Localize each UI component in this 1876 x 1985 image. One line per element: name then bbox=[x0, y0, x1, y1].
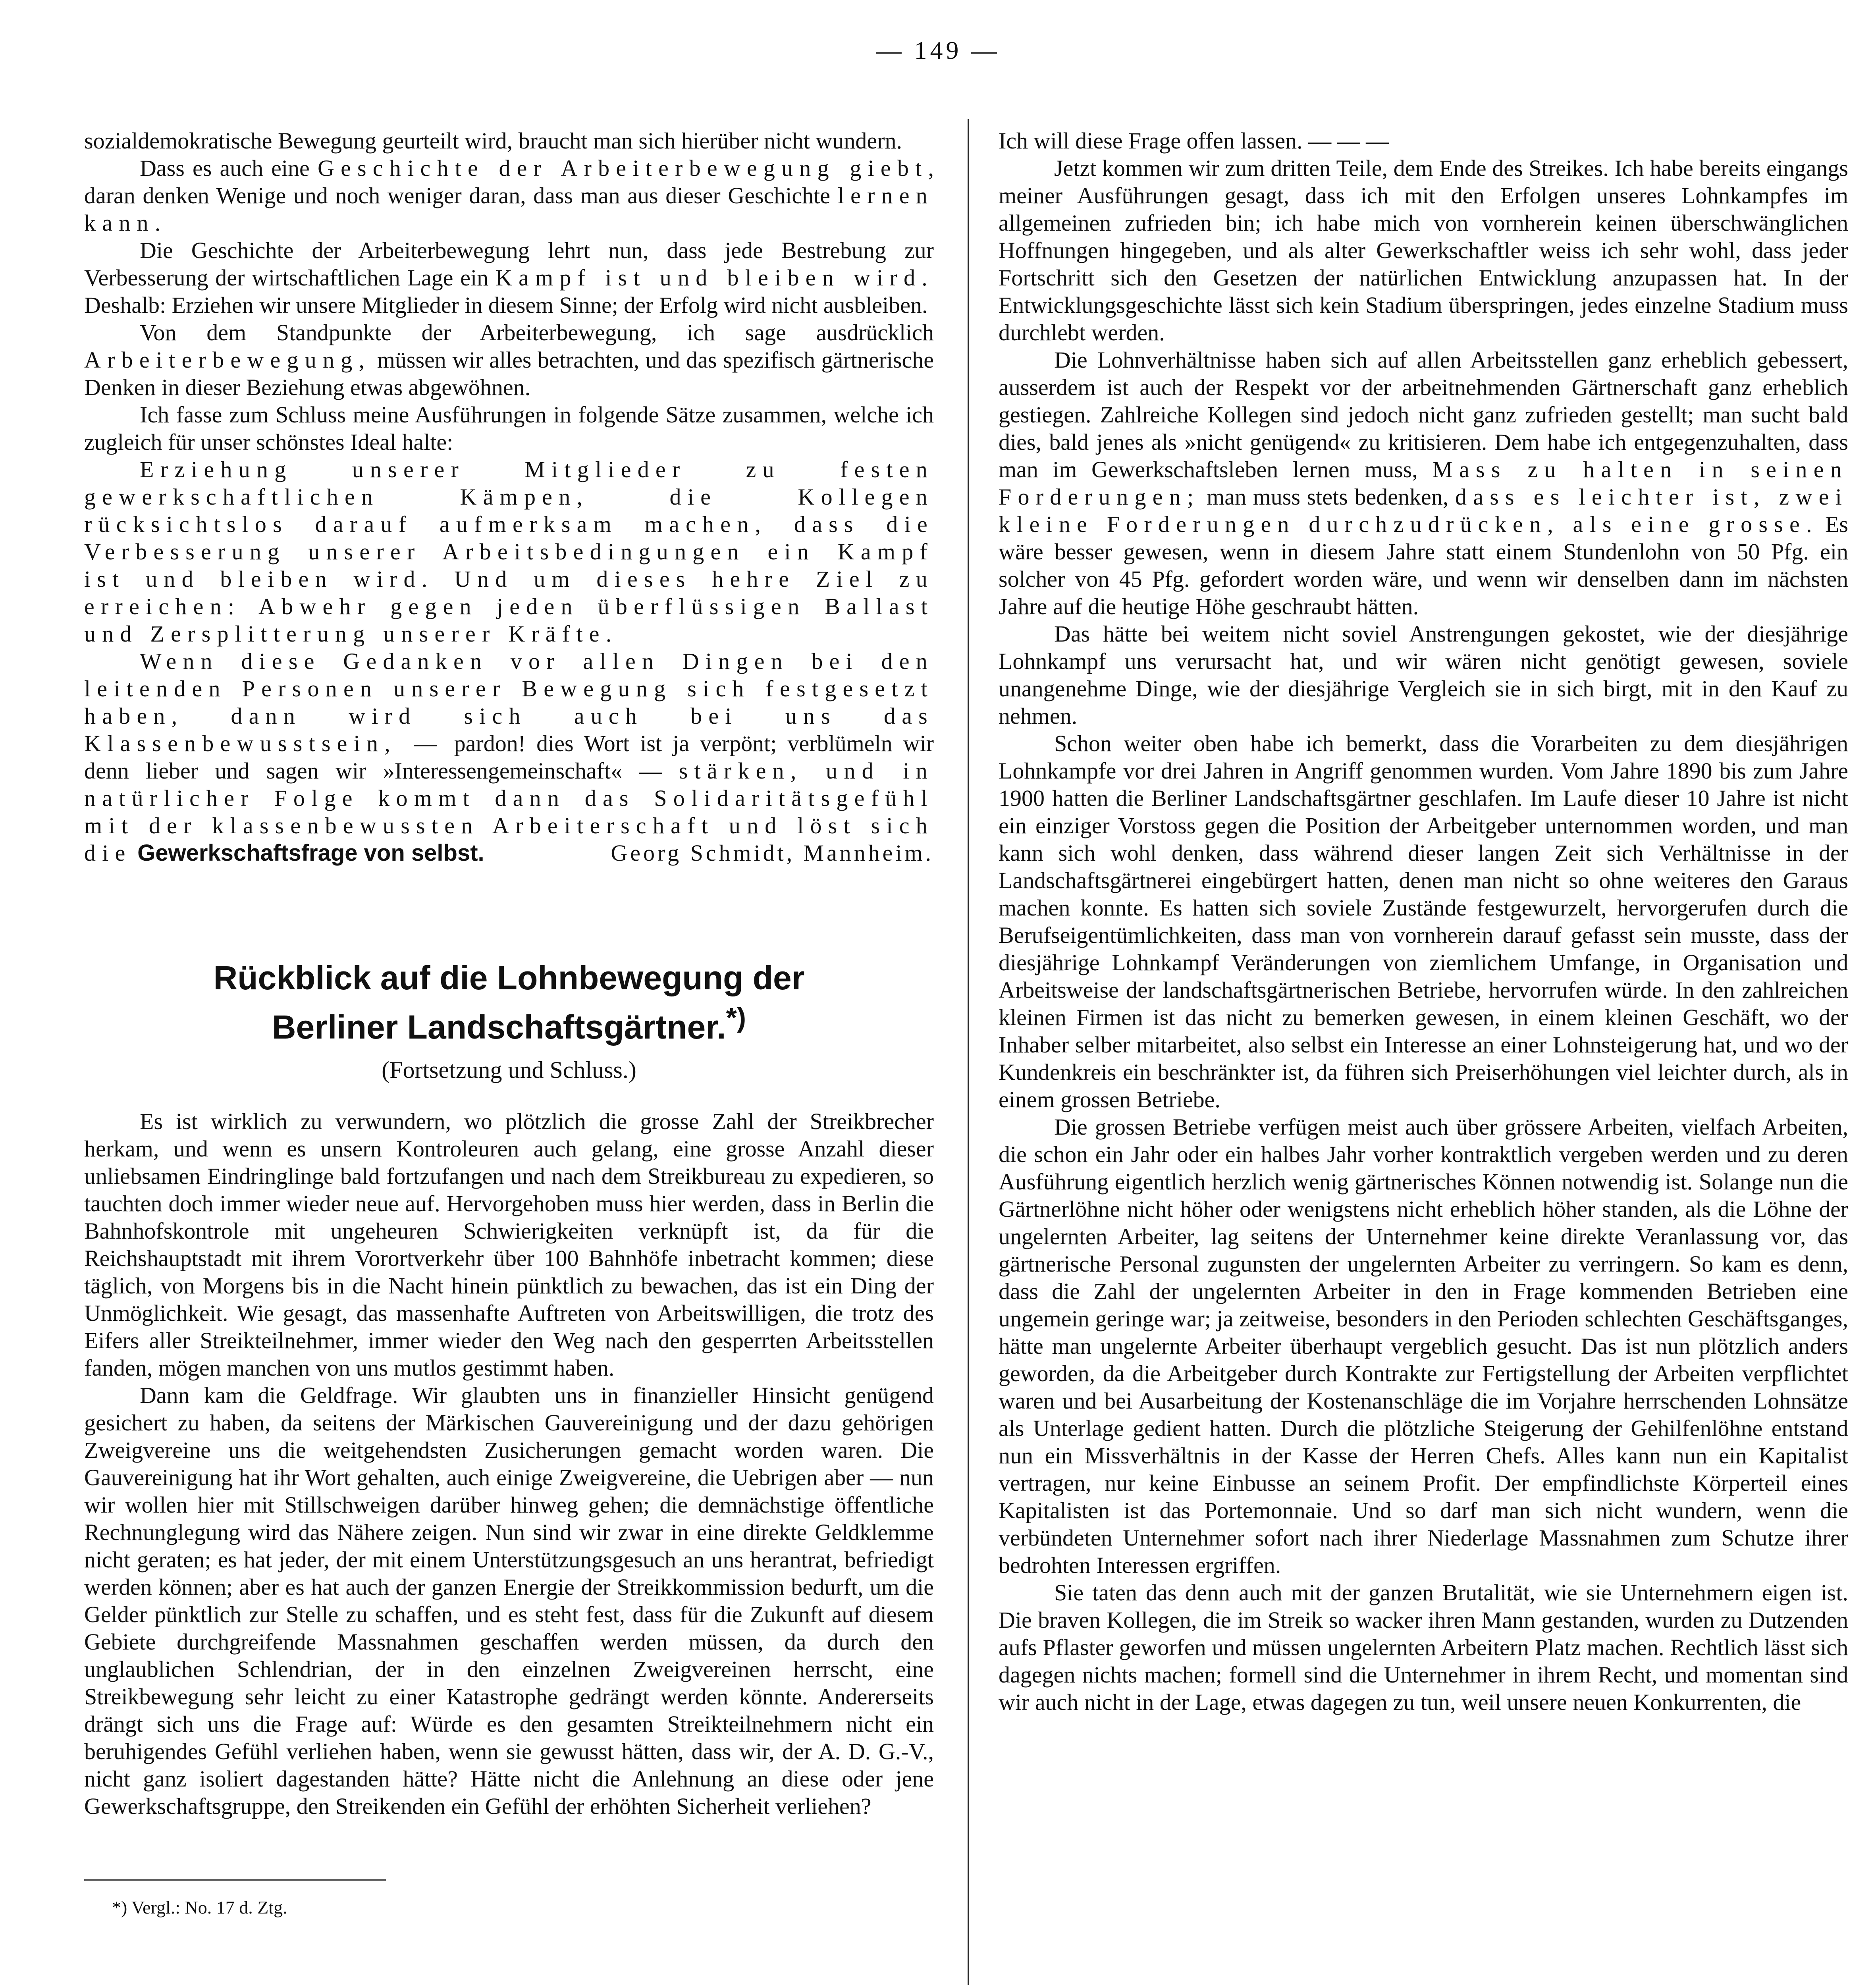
paragraph: Sie taten das denn auch mit der ganzen Brutalität, wie sie Unternehmern eigen ist. Die braven Kollegen, die im Streik so wacker ihren Mann gestanden, wurden zu Dutzenden aufs Pflaster geworfen und müssen ungelernten Arbeitern Platz machen. Rechtlich lässt sich dagegen nichts machen; formell sind die Unternehmer in ihrem Recht, und momentan sind wir auch nicht in der Lage, etwas dagegen zu tun, weil unsere neuen Konkurrenten, die bbox=[999, 1580, 1848, 1715]
right-column bbox=[999, 127, 1848, 1716]
bold-phrase: Gewerkschaftsfrage von selbst. bbox=[137, 840, 484, 866]
emphasis: lernen kann. bbox=[84, 183, 934, 236]
paragraph: Die Geschichte der Arbeiterbewegung lehrt nun, dass jede Bestrebung zur Verbesserung der wirtschaftlichen Lage ein Kampf ist und bleiben wird. Deshalb: Erziehen wir unsere Mitglieder in diesem Sinne; der Erfolg wird nicht ausbleiben. bbox=[84, 237, 934, 318]
paragraph: Wenn diese Gedanken vor allen Dingen bei den leitenden Personen unserer Bewegung sich festgesetzt haben, dann wird sich auch bei uns das Klassenbewusstsein, — pardon! dies Wort ist ja verpönt; verblümeln wir denn lieber und sagen wir »Interessengemeinschaft« — stärken, und in natürlicher Folge kommt dann das Solidaritätsgefühl mit der klassenbewussten Arbeiterschaft und löst sich die Gewerkschaftsfrage von selbst. Georg Schmidt, Mannheim. bbox=[84, 648, 934, 866]
spaced-paragraph: Erziehung unserer Mitglieder zu festen gewerkschaftlichen Kämpen, die Kollegen rücksichtslos darauf aufmerksam machen, dass die Verbesserung unserer Arbeitsbedingungen ein Kampf ist und bleiben wird. Und um dieses hehre Ziel zu erreichen: Abwehr gegen jeden überflüssigen Ballast und Zersplitterung unserer Kräfte. bbox=[84, 457, 934, 647]
emphasis: dass es leichter ist, zwei kleine Forderungen durchzudrücken, als eine grosse. bbox=[999, 484, 1848, 537]
paragraph: Jetzt kommen wir zum dritten Teile, dem Ende des Streikes. Ich habe bereits eingangs meiner Ausführungen gesagt, dass ich mit den Erfolgen unseres Lohnkampfes im allgemeinen zufrieden bin; ich habe mich von vornherein keinen überschwänglichen Hoffnungen hingegeben, und als alter Gewerkschaftler weiss ich sehr wohl, dass jeder Fortschritt sich den Gesetzen der natürlichen Entwicklung anzupassen hat. In der Entwicklungsgeschichte lässt sich kein Stadium überspringen, jedes einzelne Stadium muss durchlebt werden. bbox=[999, 155, 1848, 345]
footnote-marker: *) bbox=[726, 1002, 746, 1033]
paragraph: sozialdemokratische Bewegung geurteilt wird, braucht man sich hierüber nicht wundern. bbox=[84, 128, 902, 154]
paragraph: Die Lohnverhältnisse haben sich auf allen Arbeitsstellen ganz erheblich gebessert, ausserdem ist auch der Respekt vor der arbeitnehmenden Gärtnerschaft ganz erheblich gestiegen. Zahlreiche Kollegen sind jedoch nicht ganz zufrieden gestellt; man sucht bald dies, bald jenes als »nicht genügend« zu kritisieren. Dem habe ich entgegenzuhalten, dass man im Gewerkschaftsleben lernen muss, Mass zu halten in seinen Forderungen; man muss stets bedenken, dass es leichter ist, zwei kleine Forderungen durchzudrücken, als eine grosse. Es wäre besser gewesen, wenn in diesem Jahre statt einem Stundenlohn von 50 Pfg. ein solcher von 45 Pfg. gefordert worden wäre, und wenn wir denselben dann im nächsten Jahre auf die heutige Höhe geschraubt hätten. bbox=[999, 347, 1848, 619]
emphasis: Mass zu halten in seinen Forderungen; bbox=[999, 457, 1848, 510]
paragraph: Es ist wirklich zu verwundern, wo plötzlich die grosse Zahl der Streikbrecher herkam, und wenn es unsern Kontroleuren auch gelang, eine grosse Anzahl dieser unliebsamen Eindringlinge bald fortzufangen und nach dem Streikbureau zu expedieren, so tauchten doch immer wieder neue auf. Hervorgehoben muss hier werden, dass in Berlin die Bahnhofskontrole mit ungeheuren Schwierigkeiten verknüpft ist, da für die Reichshauptstadt mit ihrem Vorortverkehr über 100 Bahnhöfe inbetracht kommen; diese täglich, von Morgens bis in die Nacht hinein pünktlich zu bewachen, das ist ein Ding der Unmöglichkeit. Wie gesagt, das massenhafte Auftreten von Arbeitswilligen, die trotz des Eifers aller Streikteilnehmer, immer wieder den Weg nach den gesperrten Arbeitsstellen fanden, mögen manchen von uns mutlos gestimmt haben. bbox=[84, 1108, 934, 1381]
emphasis: Arbeiterbewegung, bbox=[84, 347, 371, 373]
emphasis: Geschichte der Arbeiterbewegung giebt bbox=[317, 155, 928, 181]
page-number: — 149 — bbox=[876, 36, 1000, 64]
paragraph: Dass es auch eine Geschichte der Arbeiterbewegung giebt, daran denken Wenige und noch weniger daran, dass man aus dieser Geschichte lernen kann. bbox=[84, 155, 934, 236]
footnote-rule bbox=[84, 1879, 386, 1881]
article-subheading: (Fortsetzung und Schluss.) bbox=[382, 1057, 636, 1083]
paragraph: Die grossen Betriebe verfügen meist auch über grössere Arbeiten, vielfach Arbeiten, die schon ein Jahr oder ein halbes Jahr vorher kontraktlich vergeben werden und zu deren Ausführung eigentlich herzlich wenig gärtnerisches Können notwendig ist. Solange nun die Gärtnerlöhne nicht höher oder wenigstens nicht erheblich höher standen, als die Löhne der ungelernten Arbeiter, lag seitens der Unternehmer keine direkte Veranlassung vor, das gärtnerische Personal zugunsten der ungelernten Arbeiter zu verringern. So kam es denn, dass die Zahl der ungelernten Arbeiter in den in Frage kommenden Betrieben eine ungemein geringe war; ja zeitweise, besonders in den Perioden schlechten Geschäftsganges, hätte man ungelernte Arbeiter überhaupt vergeblich gesucht. Das ist nun plötzlich anders geworden, da die Arbeitgeber durch Kontrakte zur Fertigstellung der Arbeiten verpflichtet waren und bei Ausarbeitung der Kostenanschläge die im Vorjahre herrschenden Lohnsätze als Unterlage gedient hatten. Durch die plötzliche Steigerung der Gehilfenlöhne entstand nun ein Missverhältnis in der Kasse der Herren Chefs. Alles kann nun ein Kapitalist vertragen, nur keine Einbusse an seinem Profit. Der empfindlichste Körperteil eines Kapitalisten ist das Portemonnaie. Und so darf man sich nicht wundern, wenn die verbündeten Unternehmer sofort nach ihrer Niederlage Massnahmen zum Schutze ihrer bedrohten Interessen ergriffen. bbox=[999, 1114, 1848, 1578]
author-signature: Georg Schmidt, Mannheim. bbox=[611, 840, 934, 866]
paragraph: Ich will diese Frage offen lassen. — — — bbox=[999, 128, 1389, 154]
paragraph: Das hätte bei weitem nicht soviel Anstrengungen gekostet, wie der diesjährige Lohnkampf uns verursacht hat, und wir wären nicht genötigt gewesen, soviele unangenehme Dinge, wie der diesjährige Vergleich sie in sich birgt, mit in den Kauf zu nehmen. bbox=[999, 621, 1848, 729]
paragraph: Ich fasse zum Schluss meine Ausführungen in folgende Sätze zusammen, welche ich zugleich für unser schönstes Ideal halte: bbox=[84, 402, 934, 455]
article-heading: Rückblick auf die Lohnbewegung der Berliner Landschaftsgärtner.*) bbox=[213, 959, 805, 1046]
left-column bbox=[84, 127, 934, 1919]
emphasis: Kampf ist und bleiben wird. bbox=[495, 265, 934, 291]
paragraph: Von dem Standpunkte der Arbeiterbewegung, ich sage ausdrücklich Arbeiterbewegung, müssen wir alles betrachten, und das spezifisch gärtnerische Denken in dieser Beziehung etwas abgewöhnen. bbox=[84, 320, 934, 400]
paragraph: Dann kam die Geldfrage. Wir glaubten uns in finanzieller Hinsicht genügend gesichert zu haben, da seitens der Märkischen Gauvereinigung und der dazu gehörigen Zweigvereine uns die weitgehendsten Zusicherungen gemacht worden waren. Die Gauvereinigung hat ihr Wort gehalten, auch einige Zweigvereine, die Uebrigen aber — nun wir wollen hier mit Stillschweigen darüber hinweg gehen; die demnächstige öffentliche Rechnunglegung wird das Nähere zeigen. Nun sind wir zwar in eine direkte Geldklemme nicht geraten; es hat jeder, der mit einem Unterstützungsgesuch an uns herantrat, befriedigt werden können; aber es hat auch der ganzen Energie der Streikkommission bedurft, um die Gelder pünktlich zur Stelle zu schaffen, und es steht fest, dass für die Zukunft auf diesem Gebiete durchgreifende Massnahmen geschaffen werden müssen, da durch den unglaublichen Schlendrian, der in den einzelnen Zweigvereinen herrscht, eine Streikbewegung sehr leicht zu einer Katastrophe gedrängt werden könnte. Andererseits drängt sich uns die Frage auf: Würde es den gesamten Streikteilnehmern nicht ein beruhigendes Gefühl verliehen haben, wenn sie gewusst hätten, dass wir, der A. D. G.-V., nicht ganz isoliert dagestanden hätte? Hätte nicht die Anlehnung an diese oder jene Gewerkschaftsgruppe, den Streikenden ein Gefühl der erhöhten Sicherheit verliehen? bbox=[84, 1382, 934, 1819]
paragraph: Schon weiter oben habe ich bemerkt, dass die Vorarbeiten zu dem diesjährigen Lohnkampfe vor drei Jahren in Angriff genommen wurden. Vom Jahre 1890 bis zum Jahre 1900 hatten die Berliner Landschaftsgärtner geschlafen. Im Laufe dieser 10 Jahre ist nicht ein einziger Vorstoss gegen die Position der Arbeitgeber unternommen worden, und man kann sich wohl denken, dass während dieser langen Zeit sich Verhältnisse in der Landschaftsgärtnerei eingebürgert hatten, denen man nicht so ohne weiteres den Garaus machen konnte. Es hatten sich soviele Zustände festgewurzelt, hervorgerufen durch die Berufseigentümlichkeiten, dass man von vornherein darauf gefasst sein musste, dass der diesjährige Lohnkampf Veränderungen von ziemlichem Umfange, in Organisation und Arbeitsweise der landschaftsgärtnerischen Betriebe, hervorrufen würde. In den zahlreichen kleinen Firmen ist das nicht zu bemerken gewesen, in einem kleinen Geschäft, wo der Inhaber selber mitarbeitet, also selbst ein Interesse an einer Lohnsteigerung hat, und wo der Kundenkreis ein beschränkter ist, da führen sich Preiserhöhungen viel leichter durch, als in einem grossen Betriebe. bbox=[999, 730, 1848, 1112]
footnote: *) Vergl.: No. 17 d. Ztg. bbox=[112, 1897, 287, 1918]
column-divider bbox=[968, 119, 969, 1985]
